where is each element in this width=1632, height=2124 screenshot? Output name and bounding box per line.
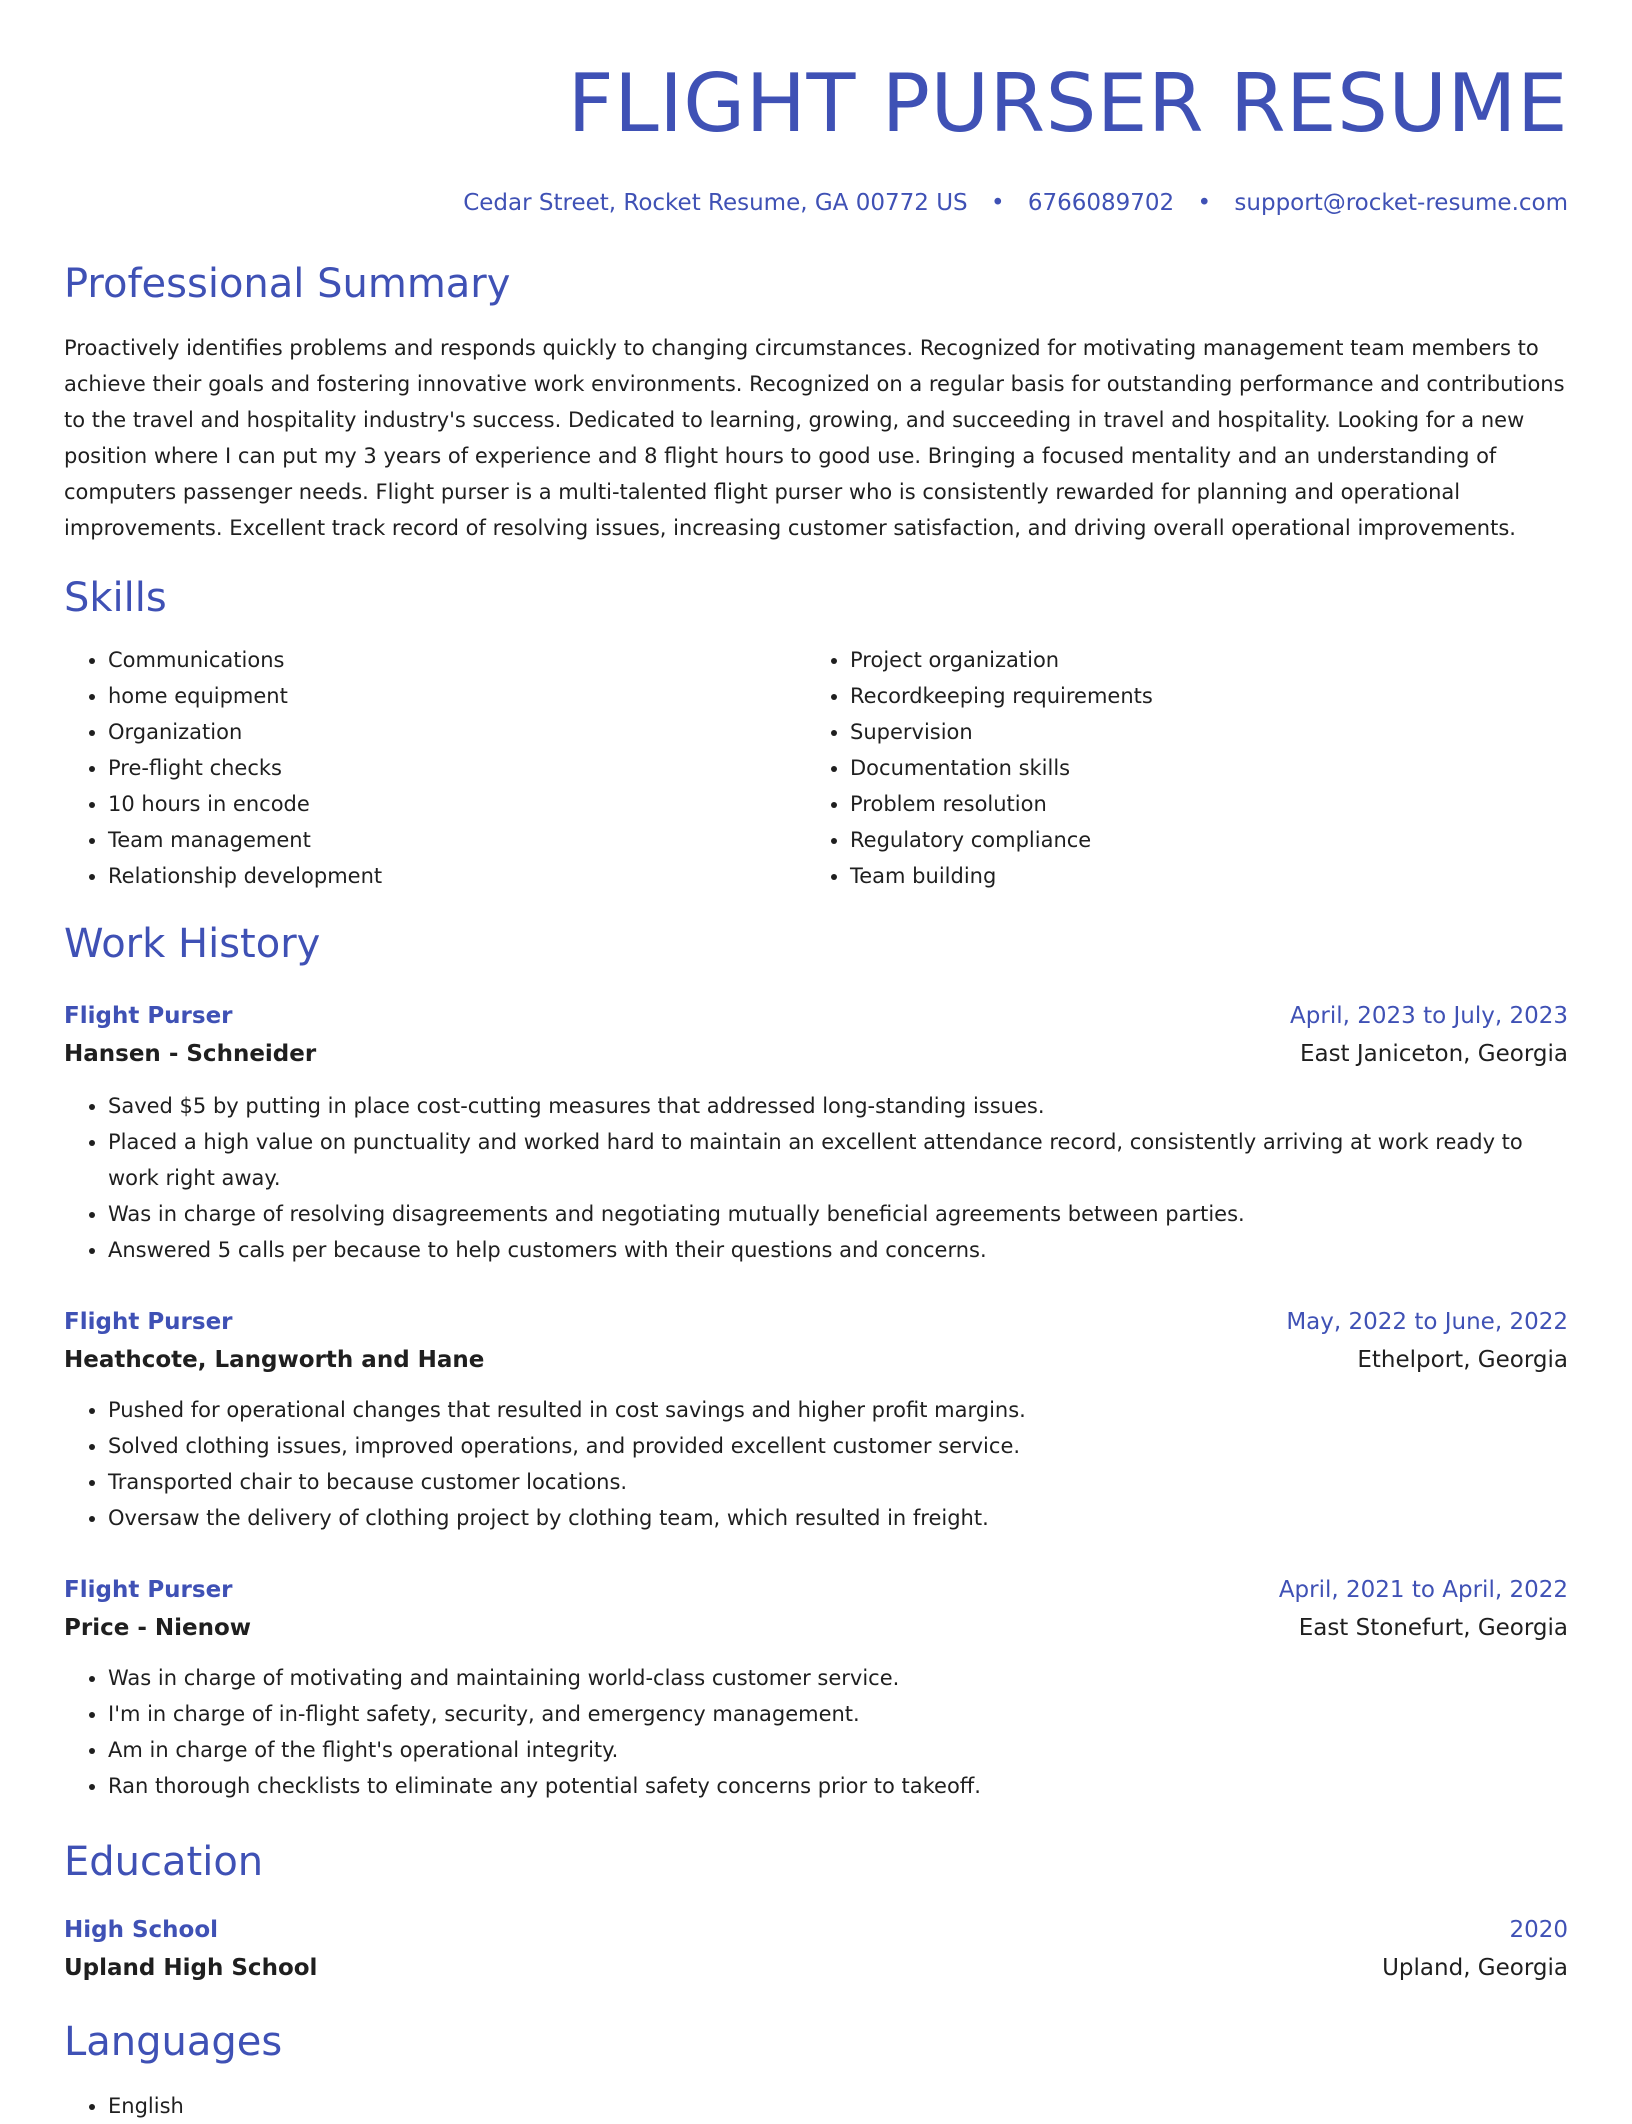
job-bullets	[64, 1392, 1568, 1536]
skills-list	[64, 642, 1568, 894]
education-entry	[64, 1912, 1568, 1988]
job-bullets	[64, 1088, 1568, 1268]
job-dates: May, 2022 to June, 2022	[1286, 1309, 1568, 1335]
summary-heading: Professional Summary	[64, 261, 511, 307]
job-dates: April, 2023 to July, 2023	[1290, 1003, 1568, 1029]
skills-heading: Skills	[64, 575, 167, 621]
job-bullet: • Ran thorough checklists to eliminate any potential safety concerns prior to takeoff.	[108, 1768, 1568, 1804]
job-entry	[64, 998, 1568, 1268]
skill-item: • Regulatory compliance	[850, 822, 1548, 858]
job-bullet: • Transported chair to because customer locations.	[108, 1464, 1568, 1500]
contact-email: support@rocket-resume.com	[1234, 190, 1568, 216]
skill-item: • 10 hours in encode	[108, 786, 806, 822]
skill-item: • Team building	[850, 858, 1548, 894]
job-bullet: • Was in charge of resolving disagreements and negotiating mutually beneficial agreements between parties.	[108, 1196, 1568, 1232]
education-year: 2020	[1509, 1917, 1568, 1943]
education-location: Upland, Georgia	[1382, 1955, 1568, 1981]
job-bullet: • Solved clothing issues, improved operations, and provided excellent customer service.	[108, 1428, 1568, 1464]
job-dates: April, 2021 to April, 2022	[1278, 1577, 1568, 1603]
contact-separator: •	[990, 190, 1005, 216]
job-bullets	[64, 1660, 1568, 1804]
job-bullet: • Saved $5 by putting in place cost-cutting measures that addressed long-standing issues.	[108, 1088, 1568, 1124]
education-degree: High School	[64, 1917, 219, 1943]
skill-item: • Documentation skills	[850, 750, 1548, 786]
skill-item: • Relationship development	[108, 858, 806, 894]
education-heading: Education	[64, 1839, 264, 1885]
contact-address: Cedar Street, Rocket Resume, GA 00772 US	[463, 190, 968, 216]
skill-item: • home equipment	[108, 678, 806, 714]
skill-item: • Organization	[108, 714, 806, 750]
job-location: East Janiceton, Georgia	[1299, 1041, 1568, 1067]
job-title: Flight Purser	[64, 1003, 233, 1029]
job-location: East Stonefurt, Georgia	[1298, 1615, 1568, 1641]
skill-item: • Project organization	[850, 642, 1548, 678]
skill-item: • Problem resolution	[850, 786, 1548, 822]
job-employer: Hansen - Schneider	[64, 1041, 317, 1067]
job-bullet: • Was in charge of motivating and maintaining world-class customer service.	[108, 1660, 1568, 1696]
job-bullet: • Answered 5 calls per because to help customers with their questions and concerns.	[108, 1232, 1568, 1268]
skill-item: • Supervision	[850, 714, 1548, 750]
contact-line	[64, 188, 1568, 218]
job-title: Flight Purser	[64, 1577, 233, 1603]
education-school: Upland High School	[64, 1955, 318, 1981]
job-entry	[64, 1304, 1568, 1536]
summary-text: Proactively identifies problems and responds quickly to changing circumstances. Recognized for motivating management team members to achieve their goals and fostering innovative work environments. Recognized on a regular basis for outstanding performance and contributions to the travel and hospitality industry's success. Dedicated to learning, growing, and succeeding in travel and hospitality. Looking for a new position where I can put my 3 years of experience and 8 flight hours to good use. Bringing a focused mentality and an understanding of computers passenger needs. Flight purser is a multi-talented flight purser who is consistently rewarded for planning and operational improvements. Excellent track record of resolving issues, increasing customer satisfaction, and driving overall operational improvements.	[64, 336, 1565, 540]
job-employer: Price - Nienow	[64, 1615, 252, 1641]
contact-phone: 6766089702	[1027, 190, 1175, 216]
skill-item: • Team management	[108, 822, 806, 858]
language-item: • English	[108, 2088, 1568, 2124]
job-bullet: • Am in charge of the flight's operational integrity.	[108, 1732, 1568, 1768]
job-location: Ethelport, Georgia	[1357, 1347, 1568, 1373]
skills-column-left	[64, 642, 806, 894]
job-bullet: • Placed a high value on punctuality and worked hard to maintain an excellent attendance record, consistently arriving at work ready to work right away.	[108, 1124, 1568, 1196]
job-bullet: • I'm in charge of in-flight safety, security, and emergency management.	[108, 1696, 1568, 1732]
job-title: Flight Purser	[64, 1309, 233, 1335]
skill-item: • Pre-flight checks	[108, 750, 806, 786]
work-history-heading: Work History	[64, 921, 321, 967]
contact-separator: •	[1197, 190, 1212, 216]
languages-heading: Languages	[64, 2019, 283, 2065]
job-employer: Heathcote, Langworth and Hane	[64, 1347, 485, 1373]
skill-item: • Communications	[108, 642, 806, 678]
resume-title: FLIGHT PURSER RESUME	[567, 57, 1568, 150]
skill-item: • Recordkeeping requirements	[850, 678, 1548, 714]
skills-column-right	[806, 642, 1548, 894]
job-entry	[64, 1572, 1568, 1804]
languages-list	[64, 2088, 1568, 2124]
job-bullet: • Pushed for operational changes that resulted in cost savings and higher profit margins.	[108, 1392, 1568, 1428]
job-bullet: • Oversaw the delivery of clothing project by clothing team, which resulted in freight.	[108, 1500, 1568, 1536]
